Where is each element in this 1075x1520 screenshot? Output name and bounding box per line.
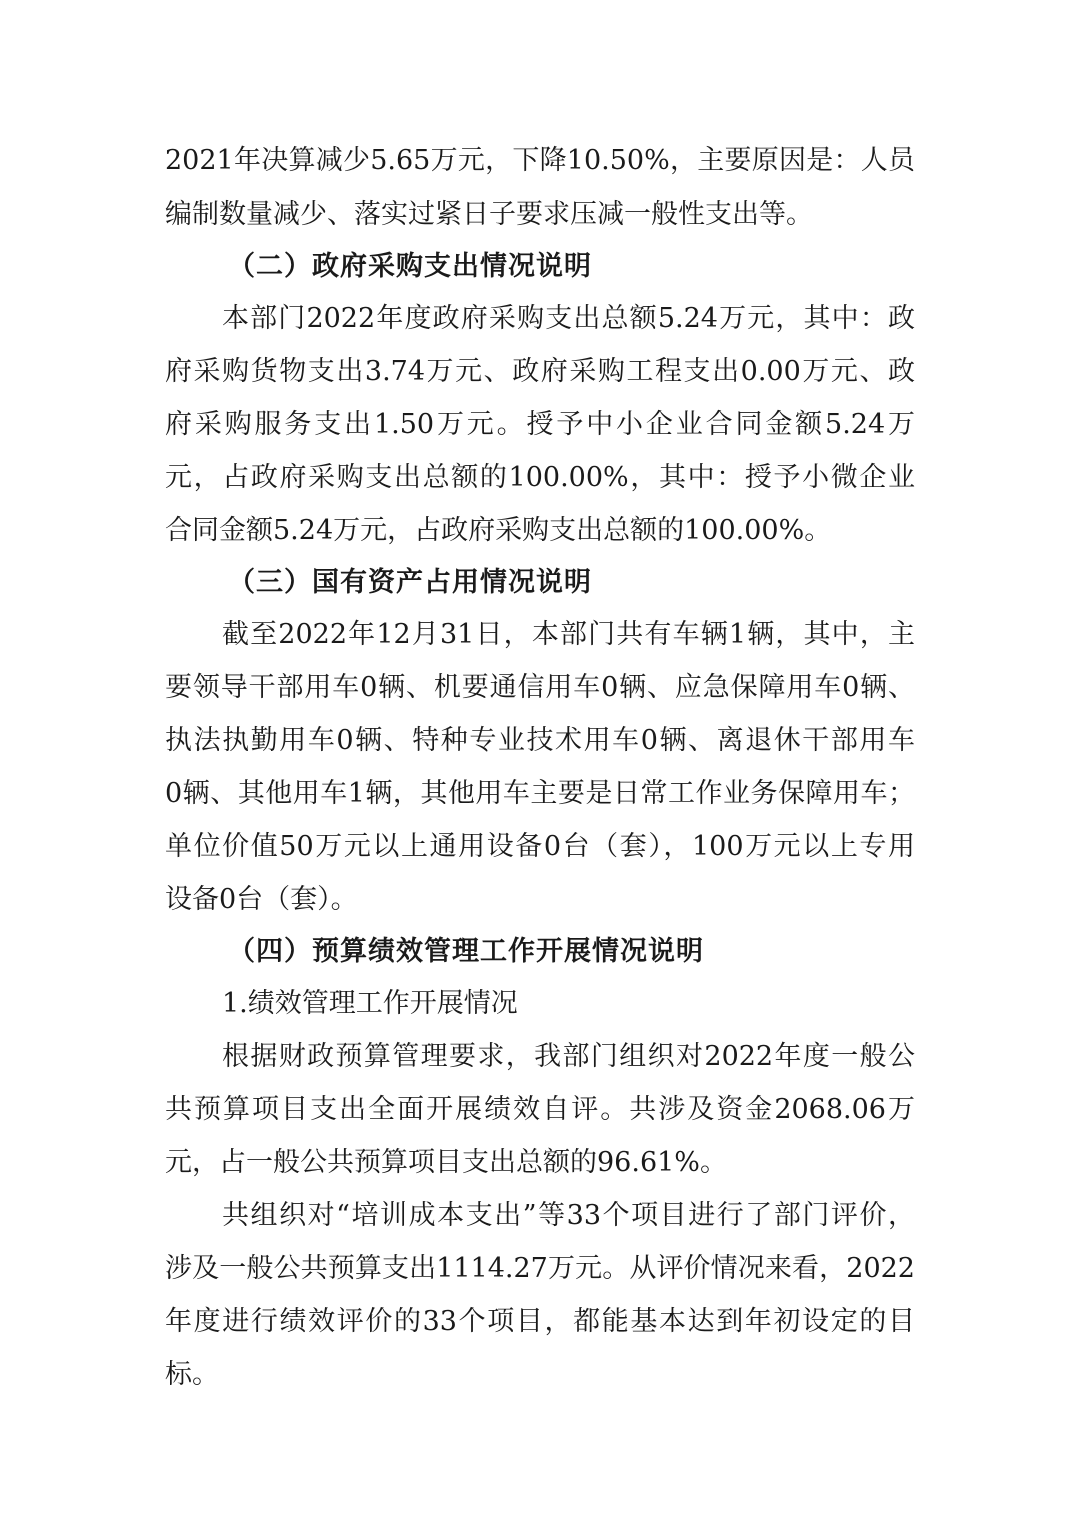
paragraph-line: 年度进行绩效评价的33个项目，都能基本达到年初设定的目 [165, 1306, 915, 1337]
paragraph-line: 2021年决算减少5.65万元，下降10.50%，主要原因是：人员 [165, 145, 915, 176]
paragraph-line: 元，占一般公共预算项目支出总额的96.61%。 [165, 1147, 727, 1178]
paragraph-line: 共组织对“培训成本支出”等33个项目进行了部门评价， [222, 1200, 915, 1231]
section-heading-procurement: （二）政府采购支出情况说明 [228, 251, 592, 282]
paragraph-line: 单位价值50万元以上通用设备0台（套），100万元以上专用 [165, 831, 915, 862]
paragraph-line: 合同金额5.24万元，占政府采购支出总额的100.00%。 [165, 515, 832, 546]
paragraph-line: 编制数量减少、落实过紧日子要求压减一般性支出等。 [165, 199, 813, 230]
paragraph-line: 共预算项目支出全面开展绩效自评。共涉及资金2068.06万 [165, 1094, 915, 1125]
subsection-heading: 1.绩效管理工作开展情况 [222, 988, 518, 1019]
paragraph-line: 设备0台（套）。 [165, 884, 358, 915]
paragraph-line: 要领导干部用车0辆、机要通信用车0辆、应急保障用车0辆、 [165, 672, 915, 703]
paragraph-line: 截至2022年12月31日，本部门共有车辆1辆，其中，主 [222, 619, 915, 650]
paragraph-line: 涉及一般公共预算支出1114.27万元。从评价情况来看，2022 [165, 1253, 915, 1284]
paragraph-line: 本部门2022年度政府采购支出总额5.24万元，其中：政 [222, 303, 915, 334]
paragraph-line: 元，占政府采购支出总额的100.00%，其中：授予小微企业 [165, 462, 915, 493]
paragraph-line: 执法执勤用车0辆、特种专业技术用车0辆、离退休干部用车 [165, 725, 915, 756]
section-heading-state-assets: （三）国有资产占用情况说明 [228, 567, 592, 598]
paragraph-line: 标。 [165, 1359, 219, 1390]
paragraph-line: 府采购服务支出1.50万元。授予中小企业合同金额5.24万 [165, 409, 915, 440]
paragraph-line: 府采购货物支出3.74万元、政府采购工程支出0.00万元、政 [165, 356, 915, 387]
paragraph-line: 0辆、其他用车1辆，其他用车主要是日常工作业务保障用车； [165, 778, 915, 809]
paragraph-line: 根据财政预算管理要求，我部门组织对2022年度一般公 [222, 1041, 915, 1072]
section-heading-performance: （四）预算绩效管理工作开展情况说明 [228, 936, 704, 967]
